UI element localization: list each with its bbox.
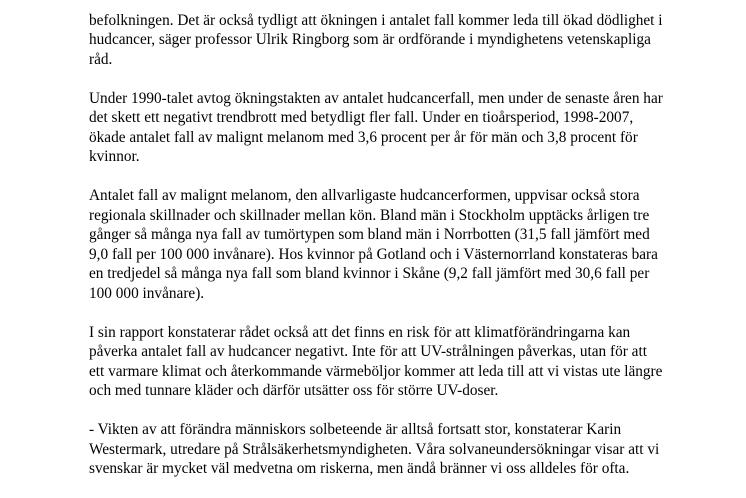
text-line: kvinnor. <box>89 148 140 165</box>
document-body <box>89 0 669 498</box>
paragraph-quote-westermark <box>89 420 669 479</box>
text-line: gånger så många nya fall av tumörtypen som bland män i Norrbotten (31,5 fall jämfört med <box>89 226 650 243</box>
text-line: - Vikten av att förändra människors solbeteende är alltså fortsatt stor, konstaterar Karin <box>89 421 622 438</box>
text-line: råd. <box>89 50 113 68</box>
paragraph-climate <box>89 323 669 401</box>
text-line: och med tunnare kläder och därför utsätter oss för större UV-doser. <box>89 382 499 399</box>
text-line: Westermark, utredare på Strålsäkerhetsmyndigheten. Våra solvaneundersökningar visar att vi <box>89 440 660 458</box>
text-line: det skett ett negativt trendbrott med betydligt fler fall. Under en tioårsperiod, 1998-2007, <box>89 109 634 126</box>
text-line: regionala skillnader och skillnader mellan kön. Bland män i Stockholm upptäcks årligen tre <box>89 206 650 224</box>
paragraph-intro-quote <box>89 0 669 69</box>
text-line: befolkningen. Det är också tydligt att ökningen i antalet fall kommer leda till ökad dödlighet i <box>89 11 663 29</box>
text-line: Under 1990-talet avtog ökningstakten av antalet hudcancerfall, men under de senaste åren har <box>89 89 663 107</box>
text-line: I sin rapport konstaterar rådet också att det finns en risk för att klimatförändringarna kan <box>89 323 631 341</box>
text-line: en tredjedel så många nya fall som bland kvinnor i Skåne (9,2 fall jämfört med 30,6 fall per <box>89 265 650 282</box>
text-line: Antalet fall av malignt melanom, den allvarligaste hudcancerformen, uppvisar också stora <box>89 187 640 204</box>
text-line: påverka antalet fall av hudcancer negativt. Inte för att UV-strålningen påverkas, utan för att <box>89 343 647 360</box>
paragraph-trend <box>89 89 669 167</box>
paragraph-regional <box>89 186 669 303</box>
text-line: svenskar är mycket väl medvetna om riskerna, men ändå bränner vi oss alldeles för ofta. <box>89 460 630 477</box>
text-line: ett varmare klimat och återkommande värmeböljor kommer att leda till att vi vistas ute längre <box>89 362 663 380</box>
text-line: hudcancer, säger professor Ulrik Ringborg som är ordförande i myndighetens vetenskapliga <box>89 31 651 48</box>
text-line: 100 000 invånare). <box>89 284 205 302</box>
text-line: ökade antalet fall av malignt melanom med 3,6 procent per år för män och 3,8 procent för <box>89 128 638 146</box>
text-line: 9,0 fall per 100 000 invånare). Hos kvinnor på Gotland och i Västernorrland konstateras bara <box>89 245 658 263</box>
